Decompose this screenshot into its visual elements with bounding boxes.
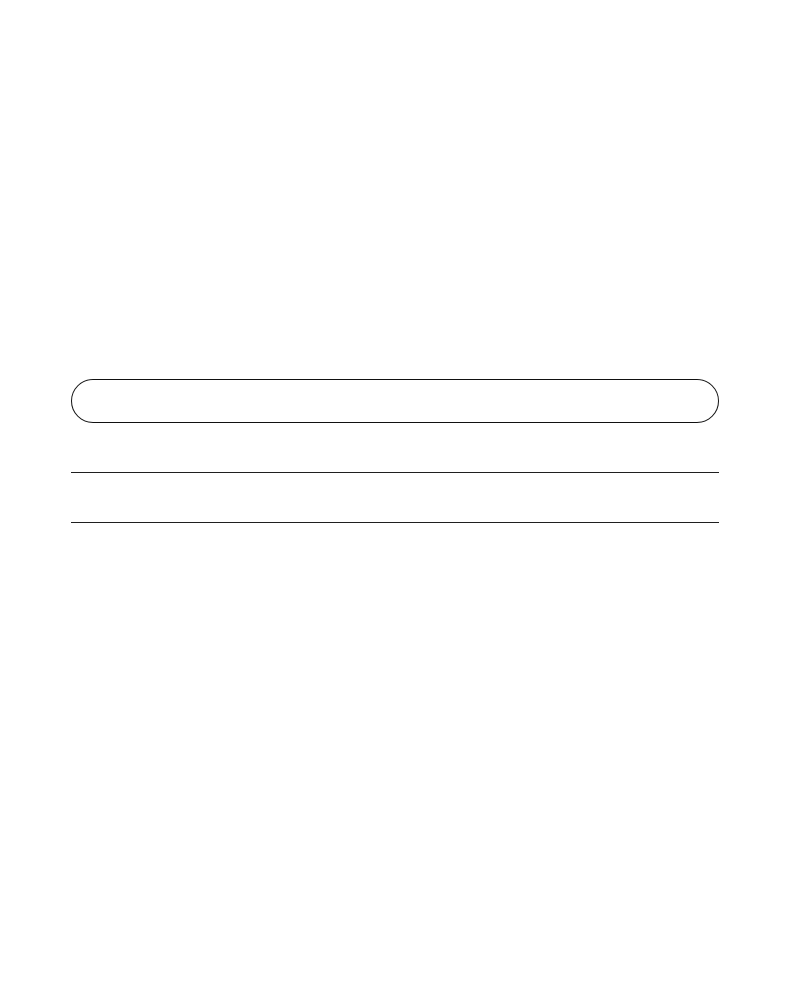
cell-quilt-cover <box>246 423 402 473</box>
spec-spacer <box>0 67 790 103</box>
table-header-row <box>71 379 719 423</box>
cell-pillowcase <box>563 423 719 473</box>
table-row <box>71 423 719 473</box>
cell-bed-sheet <box>401 423 563 473</box>
spec-row-1 <box>0 60 790 67</box>
section-bedsheet <box>0 355 790 572</box>
spec-row-2 <box>0 103 790 110</box>
spec-cell-process <box>412 103 790 110</box>
cell-pillowcase <box>563 473 719 523</box>
cell-bed-sheet <box>401 523 563 573</box>
cell-bed-sheet <box>401 473 563 523</box>
cell-bed-size <box>71 473 246 523</box>
spec-cell-name <box>0 60 412 67</box>
product-spec-block <box>0 0 790 110</box>
size-table-bedsheet <box>71 379 719 572</box>
cell-quilt-cover <box>246 523 402 573</box>
spec-cell-fabric <box>412 60 790 67</box>
cell-pillowcase <box>563 523 719 573</box>
cell-bed-size <box>71 423 246 473</box>
table-body-bedsheet <box>71 423 719 572</box>
spec-cell-grade <box>0 103 412 110</box>
cell-bed-size <box>71 523 246 573</box>
table-row <box>71 523 719 573</box>
cell-quilt-cover <box>246 473 402 523</box>
table-row <box>71 473 719 523</box>
